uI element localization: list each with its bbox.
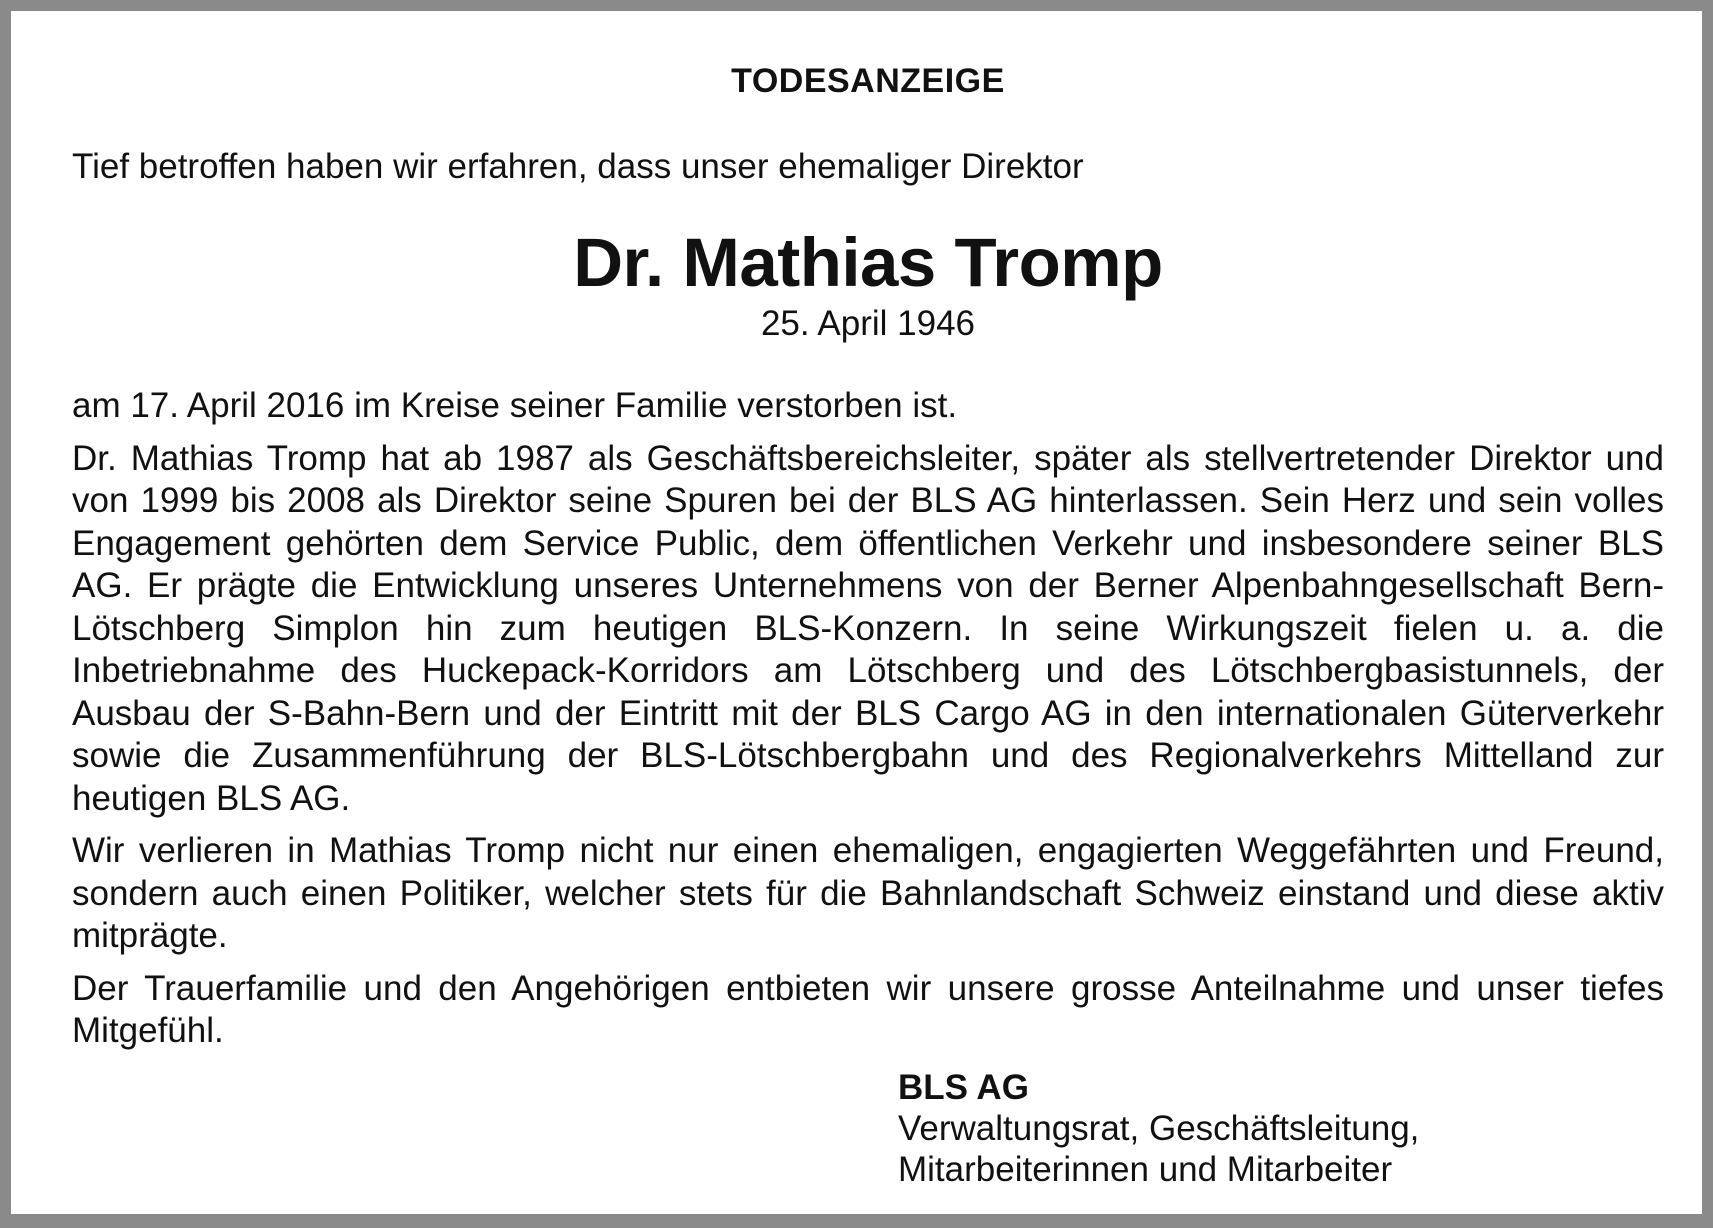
signature-organization: BLS AG	[898, 1068, 1029, 1107]
signature-line-2: Mitarbeiterinnen und Mitarbeiter	[898, 1150, 1393, 1189]
condolence-paragraph: Der Trauerfamilie und den Angehörigen entbieten wir unsere grosse Anteilnahme und unser tiefes Mitgefühl.	[72, 968, 1664, 1050]
signature-block	[898, 1067, 1419, 1190]
birth-date: 25. April 1946	[760, 304, 976, 343]
notice-body	[72, 385, 1664, 1063]
career-paragraph: Dr. Mathias Tromp hat ab 1987 als Geschäftsbereichsleiter, später als stellvertretender Direktor und von 1999 bis 2008 als Direktor seine Spuren bei der BLS AG hinterlassen. Sein Herz und sein volles Engagement gehörten dem Service Public, dem öffentlichen Verkehr und insbesondere seiner BLS AG. Er prägte die Entwicklung unseres Unternehmens von der Berner Alpenbahngesellschaft Bern-Lötschberg Simplon hin zum heutigen BLS-Konzern. In seine Wirkungszeit fielen u. a. die Inbetriebnahme des Huckepack-Korridors am Lötschberg und des Lötschbergbasistunnels, der Ausbau der S-Bahn-Bern und der Eintritt mit der BLS Cargo AG in den internationalen Güterverkehr sowie die Zusammenführung der BLS-Lötschbergbahn und des Regionalverkehrs Mittelland zur heutigen BLS AG.	[72, 438, 1664, 818]
signature-line-1: Verwaltungsrat, Geschäftsleitung,	[898, 1109, 1420, 1148]
tribute-paragraph: Wir verlieren in Mathias Tromp nicht nur einen ehemaligen, engagierten Weggefährten und Freund, sondern auch einen Politiker, welcher stets für die Bahnlandschaft Schweiz einstand und diese aktiv mitprägte.	[72, 831, 1664, 955]
death-statement: am 17. April 2016 im Kreise seiner Familie verstorben ist.	[72, 386, 958, 425]
deceased-name: Dr. Mathias Tromp	[573, 224, 1163, 301]
notice-heading: TODESANZEIGE	[731, 62, 1005, 100]
intro-text: Tief betroffen haben wir erfahren, dass unser ehemaliger Direktor	[72, 147, 1084, 186]
